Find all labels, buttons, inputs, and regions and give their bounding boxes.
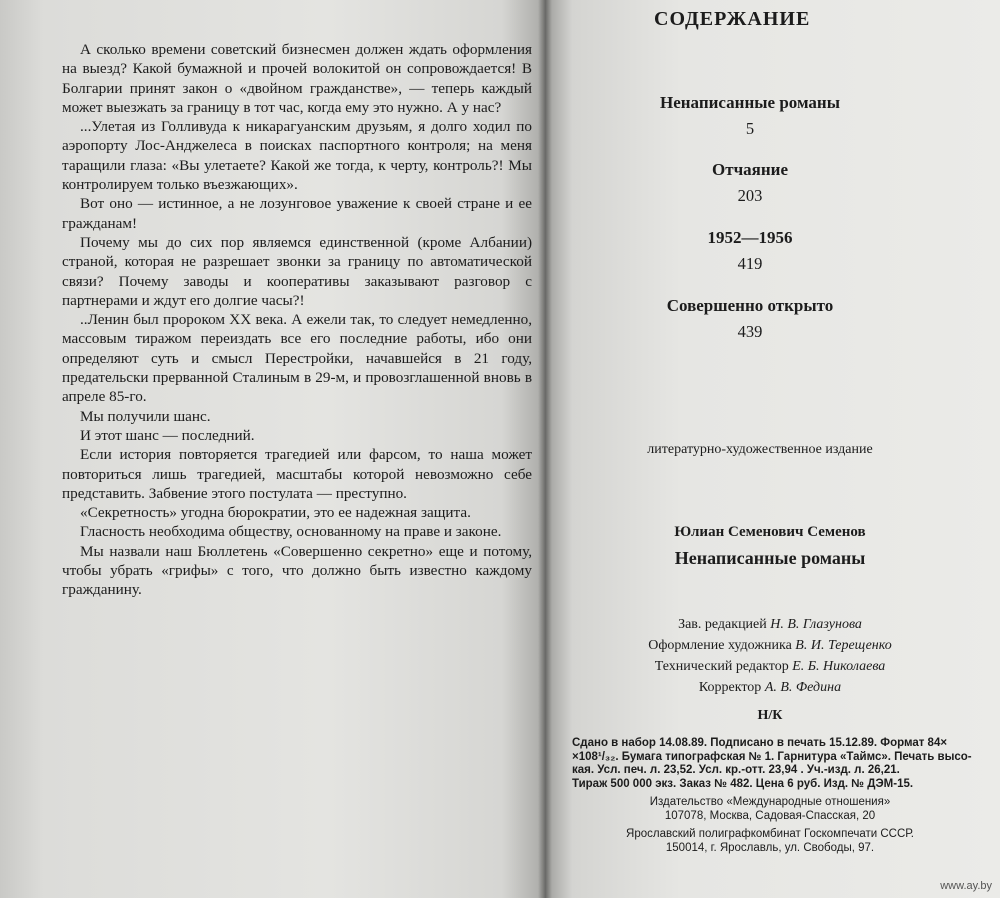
printer-line: 150014, г. Ярославль, ул. Свободы, 97.	[665, 841, 875, 854]
paragraph: Почему мы до сих пор являемся единственной (кроме Албании) страной, которая не разрешает звонки за границу по автоматической связи? Почему заводы и кооперативы заказывают разговор с партнерами и ждут его долгие часы?!	[62, 233, 532, 309]
body-text	[62, 40, 532, 600]
toc-entry-page: 419	[737, 254, 763, 273]
toc-entry-title: Ненаписанные романы	[659, 93, 840, 112]
credit-name: Е. Б. Николаева	[792, 659, 886, 674]
paragraph: Гласность необходима обществу, основанному на праве и законе.	[80, 523, 502, 541]
printer	[560, 828, 980, 855]
publisher	[560, 796, 980, 823]
toc-entry-title: Совершенно открыто	[666, 296, 834, 315]
credit-role: Корректор	[698, 680, 762, 695]
toc-entry	[600, 296, 900, 342]
toc-entry-page: 203	[737, 186, 763, 205]
imprint-line: Тираж 500 000 экз. Заказ № 482. Цена 6 руб. Изд. № ДЭМ-15.	[572, 778, 914, 791]
paragraph: А сколько времени советский бизнесмен должен ждать оформления на выезд? Какой бумажной и прочей волокитой он сопровождается! В Болгарии принят закон о «двойном гражданстве», — теперь каждый может выезжать за границу в тот час, когда ему это нужно. А у нас?	[62, 41, 532, 116]
toc-title: СОДЕРЖАНИЕ	[654, 8, 811, 30]
paragraph: И этот шанс — последний.	[80, 426, 255, 444]
classification-code: Н/К	[757, 708, 783, 723]
paragraph: Вот оно — истинное, а не лозунговое уважение к своей стране и ее гражданам!	[62, 195, 532, 232]
toc-entry-title: 1952—1956	[707, 228, 793, 247]
edition-type: литературно-художественное издание	[647, 442, 873, 457]
credit-line	[560, 677, 980, 698]
toc-entry	[600, 228, 900, 274]
book-title: Ненаписанные романы	[674, 548, 866, 568]
imprint-line: Сдано в набор 14.08.89. Подписано в печать 15.12.89. Формат 84×	[572, 737, 948, 749]
paragraph: ..Ленин был пророком XX века. А ежели так, то следует немедленно, массовым тиражом переиздать все его последние работы, ибо они определяют суть и смысл Перестройки, начавшейся в 21 году, предательски прерванной Сталиным в 29-м, и провозглашенной вновь в апреле 85-го.	[62, 311, 532, 406]
credit-line	[560, 614, 980, 635]
author-name: Юлиан Семенович Семенов	[674, 524, 866, 540]
credit-line	[560, 656, 980, 677]
credit-name: В. И. Терещенко	[795, 638, 892, 653]
toc-entry-page: 439	[737, 322, 763, 341]
credits	[560, 614, 980, 698]
credit-name: А. В. Федина	[764, 680, 842, 695]
imprint	[572, 737, 972, 792]
credit-name: Н. В. Глазунова	[770, 617, 862, 632]
paragraph: «Секретность» угодна бюрократии, это ее надежная защита.	[80, 504, 471, 522]
credit-line	[560, 635, 980, 656]
credit-role: Зав. редакцией	[678, 617, 767, 632]
toc-entry	[600, 93, 900, 139]
paragraph: ...Улетая из Голливуда к никарагуанским друзьям, я долго ходил по аэропорту Лос-Анджелеса в поисках паспортного контроля; на меня таращили глаза: «Вы улетаете? Какой же тогда, к черту, контроль?! Мы контролируем только въезжающих».	[62, 118, 532, 194]
publisher-line: Издательство «Международные отношения»	[649, 796, 891, 808]
printer-line: Ярославский полиграфкомбинат Госкомпечати СССР.	[626, 828, 914, 840]
toc-entry	[600, 160, 900, 206]
credit-role: Оформление художника	[648, 638, 792, 653]
book-gutter	[538, 0, 552, 898]
publisher-line: 107078, Москва, Садовая-Спасская, 20	[664, 809, 876, 822]
paragraph: Если история повторяется трагедией или фарсом, то наша может повториться лишь трагедией, масштабы которой невозможно себе представить. Забвение этого постулата — преступно.	[62, 446, 532, 502]
credit-role: Технический редактор	[654, 659, 789, 674]
watermark: www.ay.by	[940, 880, 992, 892]
toc-entry-title: Отчаяние	[712, 160, 788, 179]
imprint-line: ×108¹/₃₂. Бумага типографская № 1. Гарнитура «Таймс». Печать высо-	[572, 750, 972, 763]
imprint-line: кая. Усл. печ. л. 23,52. Усл. кр.-отт. 23,94 . Уч.-изд. л. 26,21.	[572, 764, 900, 777]
toc-entry-page: 5	[745, 119, 755, 138]
paragraph: Мы назвали наш Бюллетень «Совершенно секретно» еще и потому, чтобы убрать «грифы» с того, что должно быть известно каждому гражданину.	[62, 542, 532, 599]
paragraph: Мы получили шанс.	[80, 407, 211, 425]
